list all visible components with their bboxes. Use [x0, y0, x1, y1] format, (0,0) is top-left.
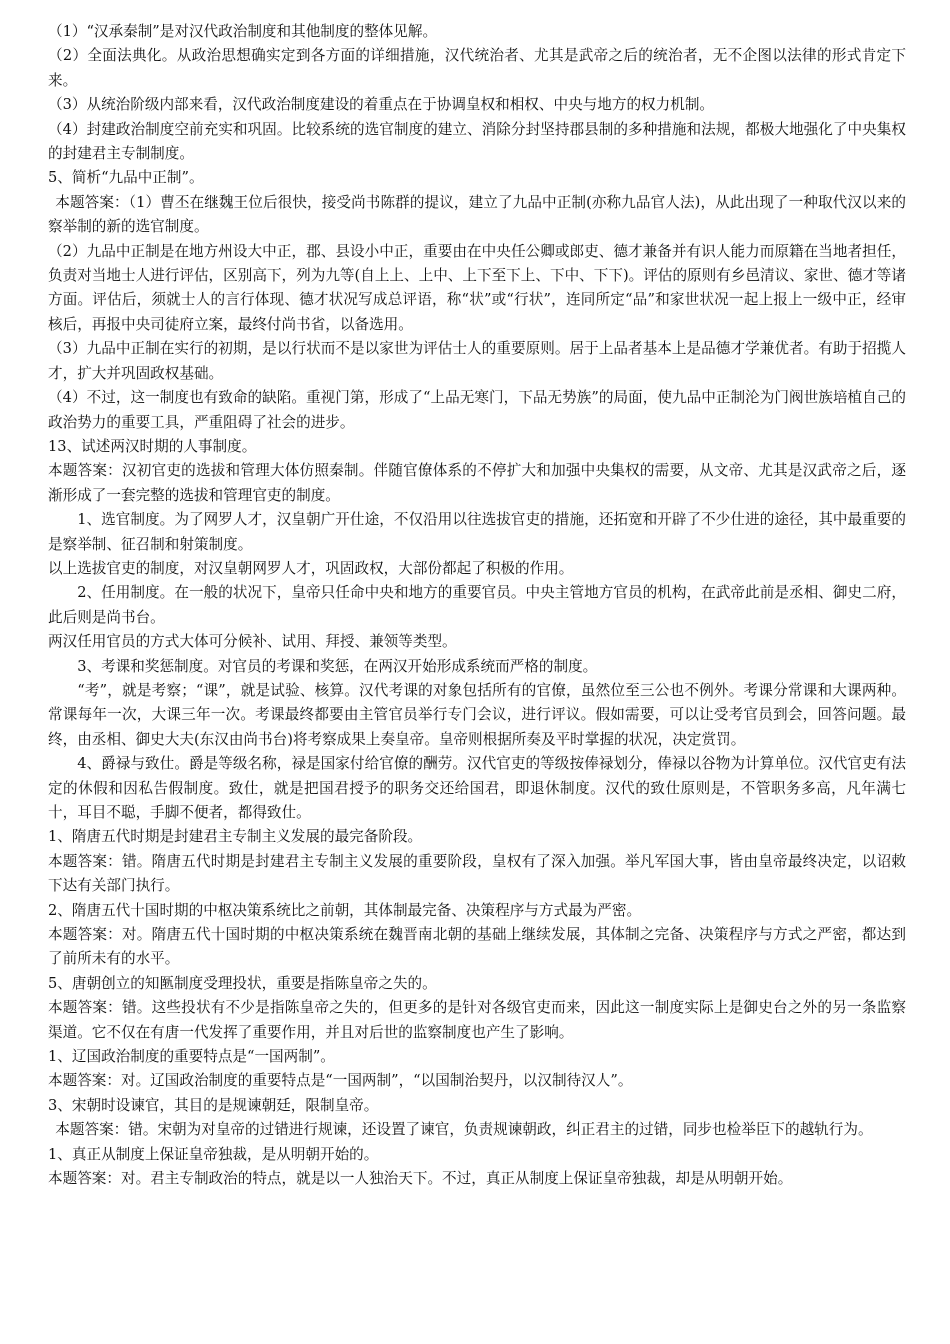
paragraph: 1、选官制度。为了网罗人才，汉皇朝广开仕途，不仅沿用以往选拔官吏的措施，还拓宽和开辟了不少仕进的途径，其中最重要的是察举制、征召制和射策制度。 [48, 511, 906, 553]
paragraph: 4、爵禄与致仕。爵是等级名称，禄是国家付给官僚的酬劳。汉代官吏的等级按俸禄划分，俸禄以谷物为计算单位。汉代官吏有法定的休假和因私告假制度。致仕，就是把国君授予的职务交还给国君，即退休制度。汉代的致仕原则是，不管职务多高，凡年满七十，耳目不聪，手脚不便者，都得致仕。 [48, 755, 906, 821]
paragraph: 3、考课和奖惩制度。对官员的考课和奖惩，在两汉开始形成系统而严格的制度。 [77, 657, 598, 675]
paragraph: 13、试述两汉时期的人事制度。 [48, 437, 257, 455]
paragraph: 1、隋唐五代时期是封建君主专制主义发展的最完备阶段。 [48, 828, 423, 846]
paragraph: 本题答案：对。辽国政治制度的重要特点是“一国两制”，“以国制治契丹，以汉制待汉人”。 [48, 1072, 633, 1090]
paragraph: （3）从统治阶级内部来看，汉代政治制度建设的着重点在于协调皇权和相权、中央与地方的权力机制。 [48, 96, 715, 114]
paragraph: 本题答案：汉初官吏的选拔和管理大体仿照秦制。伴随官僚体系的不停扩大和加强中央集权的需要，从文帝、尤其是汉武帝之后，逐渐形成了一套完整的选拔和管理官吏的制度。 [48, 462, 906, 504]
paragraph: “考”，就是考察；“课”，就是试验、核算。汉代考课的对象包括所有的官僚，虽然位至三公也不例外。考课分常课和大课两种。常课每年一次，大课三年一次。考课最终都要由主管官员举行专门会议，进行评议。假如需要，可以让受考官员到会，回答问题。最终，由丞相、御史大夫(东汉由尚书台)将考察成果上奏皇帝。皇帝则根据所奏及平时掌握的状况，决定赏罚。 [48, 681, 906, 748]
paragraph: （2）九品中正制是在地方州设大中正，郡、县设小中正，重要由在中央任公卿或郎吏、德才兼备并有识人能力而原籍在当地者担任，负责对当地士人进行评估，区别高下，列为九等(自上上、上中、上下至下上、下中、下下)。评估的原则有乡邑清议、家世、德才等诸方面。评估后，须就士人的言行体现、德才状况写成总评语，称“状”或“行状”，连同所定“品”和家世状况一起上报上一级中正，经审核后，再报中央司徒府立案，最终付尚书省，以备选用。 [48, 242, 906, 333]
paragraph: 本题答案：（1）曹丕在继魏王位后很快，接受尚书陈群的提议，建立了九品中正制(亦称九品官人法)，从此出现了一种取代汉以来的察举制的新的选官制度。 [48, 193, 906, 236]
paragraph: 本题答案：错。隋唐五代时期是封建君主专制主义发展的重要阶段，皇权有了深入加强。举凡军国大事，皆由皇帝最终决定，以诏敕下达有关部门执行。 [48, 852, 906, 895]
paragraph: 5、简析“九品中正制”。 [48, 169, 204, 187]
paragraph: 本题答案：对。君主专制政治的特点，就是以一人独治天下。不过，真正从制度上保证皇帝独裁，却是从明朝开始。 [48, 1170, 793, 1188]
paragraph: （4）封建政治制度空前充实和巩固。比较系统的选官制度的建立、消除分封坚持郡县制的多种措施和法规，都极大地强化了中央集权的封建君主专制制度。 [48, 120, 906, 163]
paragraph: 2、隋唐五代十国时期的中枢决策系统比之前朝，其体制最完备、决策程序与方式最为严密。 [48, 901, 642, 919]
paragraph: 本题答案：对。隋唐五代十国时期的中枢决策系统在魏晋南北朝的基础上继续发展，其体制之完备、决策程序与方式之严密，都达到了前所未有的水平。 [48, 926, 906, 968]
paragraph: 两汉任用官员的方式大体可分候补、试用、拜授、兼领等类型。 [48, 633, 457, 651]
paragraph: （4）不过，这一制度也有致命的缺陷。重视门第，形成了“上品无寒门，下品无势族”的局面，使九品中正制沦为门阀世族培植自己的政治势力的重要工具，严重阻碍了社会的进步。 [48, 389, 906, 431]
paragraph: 2、任用制度。在一般的状况下，皇帝只任命中央和地方的重要官员。中央主管地方官员的机构，在武帝此前是丞相、御史二府，此后则是尚书台。 [48, 584, 906, 626]
document-body [48, 20, 906, 1192]
paragraph: 5、唐朝创立的知匦制度受理投状，重要是指陈皇帝之失的。 [48, 974, 437, 992]
paragraph: 以上选拔官吏的制度，对汉皇朝网罗人才，巩固政权，大部份都起了积极的作用。 [48, 559, 574, 577]
paragraph: 本题答案：错。这些投状有不少是指陈皇帝之失的，但更多的是针对各级官吏而来，因此这一制度实际上是御史台之外的另一条监察渠道。它不仅在有唐一代发挥了重要作用，并且对后世的监察制度也产生了影响。 [48, 999, 906, 1041]
paragraph: （2）全面法典化。从政治思想确实定到各方面的详细措施，汉代统治者、尤其是武帝之后的统治者，无不企图以法律的形式肯定下来。 [48, 47, 906, 89]
paragraph: 本题答案：错。宋朝为对皇帝的过错进行规谏，还设置了谏官，负责规谏朝政，纠正君主的过错，同步也检举臣下的越轨行为。 [55, 1121, 873, 1139]
paragraph: 1、辽国政治制度的重要特点是“一国两制”。 [48, 1048, 335, 1066]
paragraph: （3）九品中正制在实行的初期，是以行状而不是以家世为评估士人的重要原则。居于上品者基本上是品德才学兼优者。有助于招揽人才，扩大并巩固政权基础。 [48, 340, 906, 382]
paragraph: 1、真正从制度上保证皇帝独裁，是从明朝开始的。 [48, 1145, 379, 1163]
paragraph: （1）“汉承秦制”是对汉代政治制度和其他制度的整体见解。 [48, 23, 438, 40]
paragraph: 3、宋朝时设谏官，其目的是规谏朝廷，限制皇帝。 [48, 1096, 379, 1114]
